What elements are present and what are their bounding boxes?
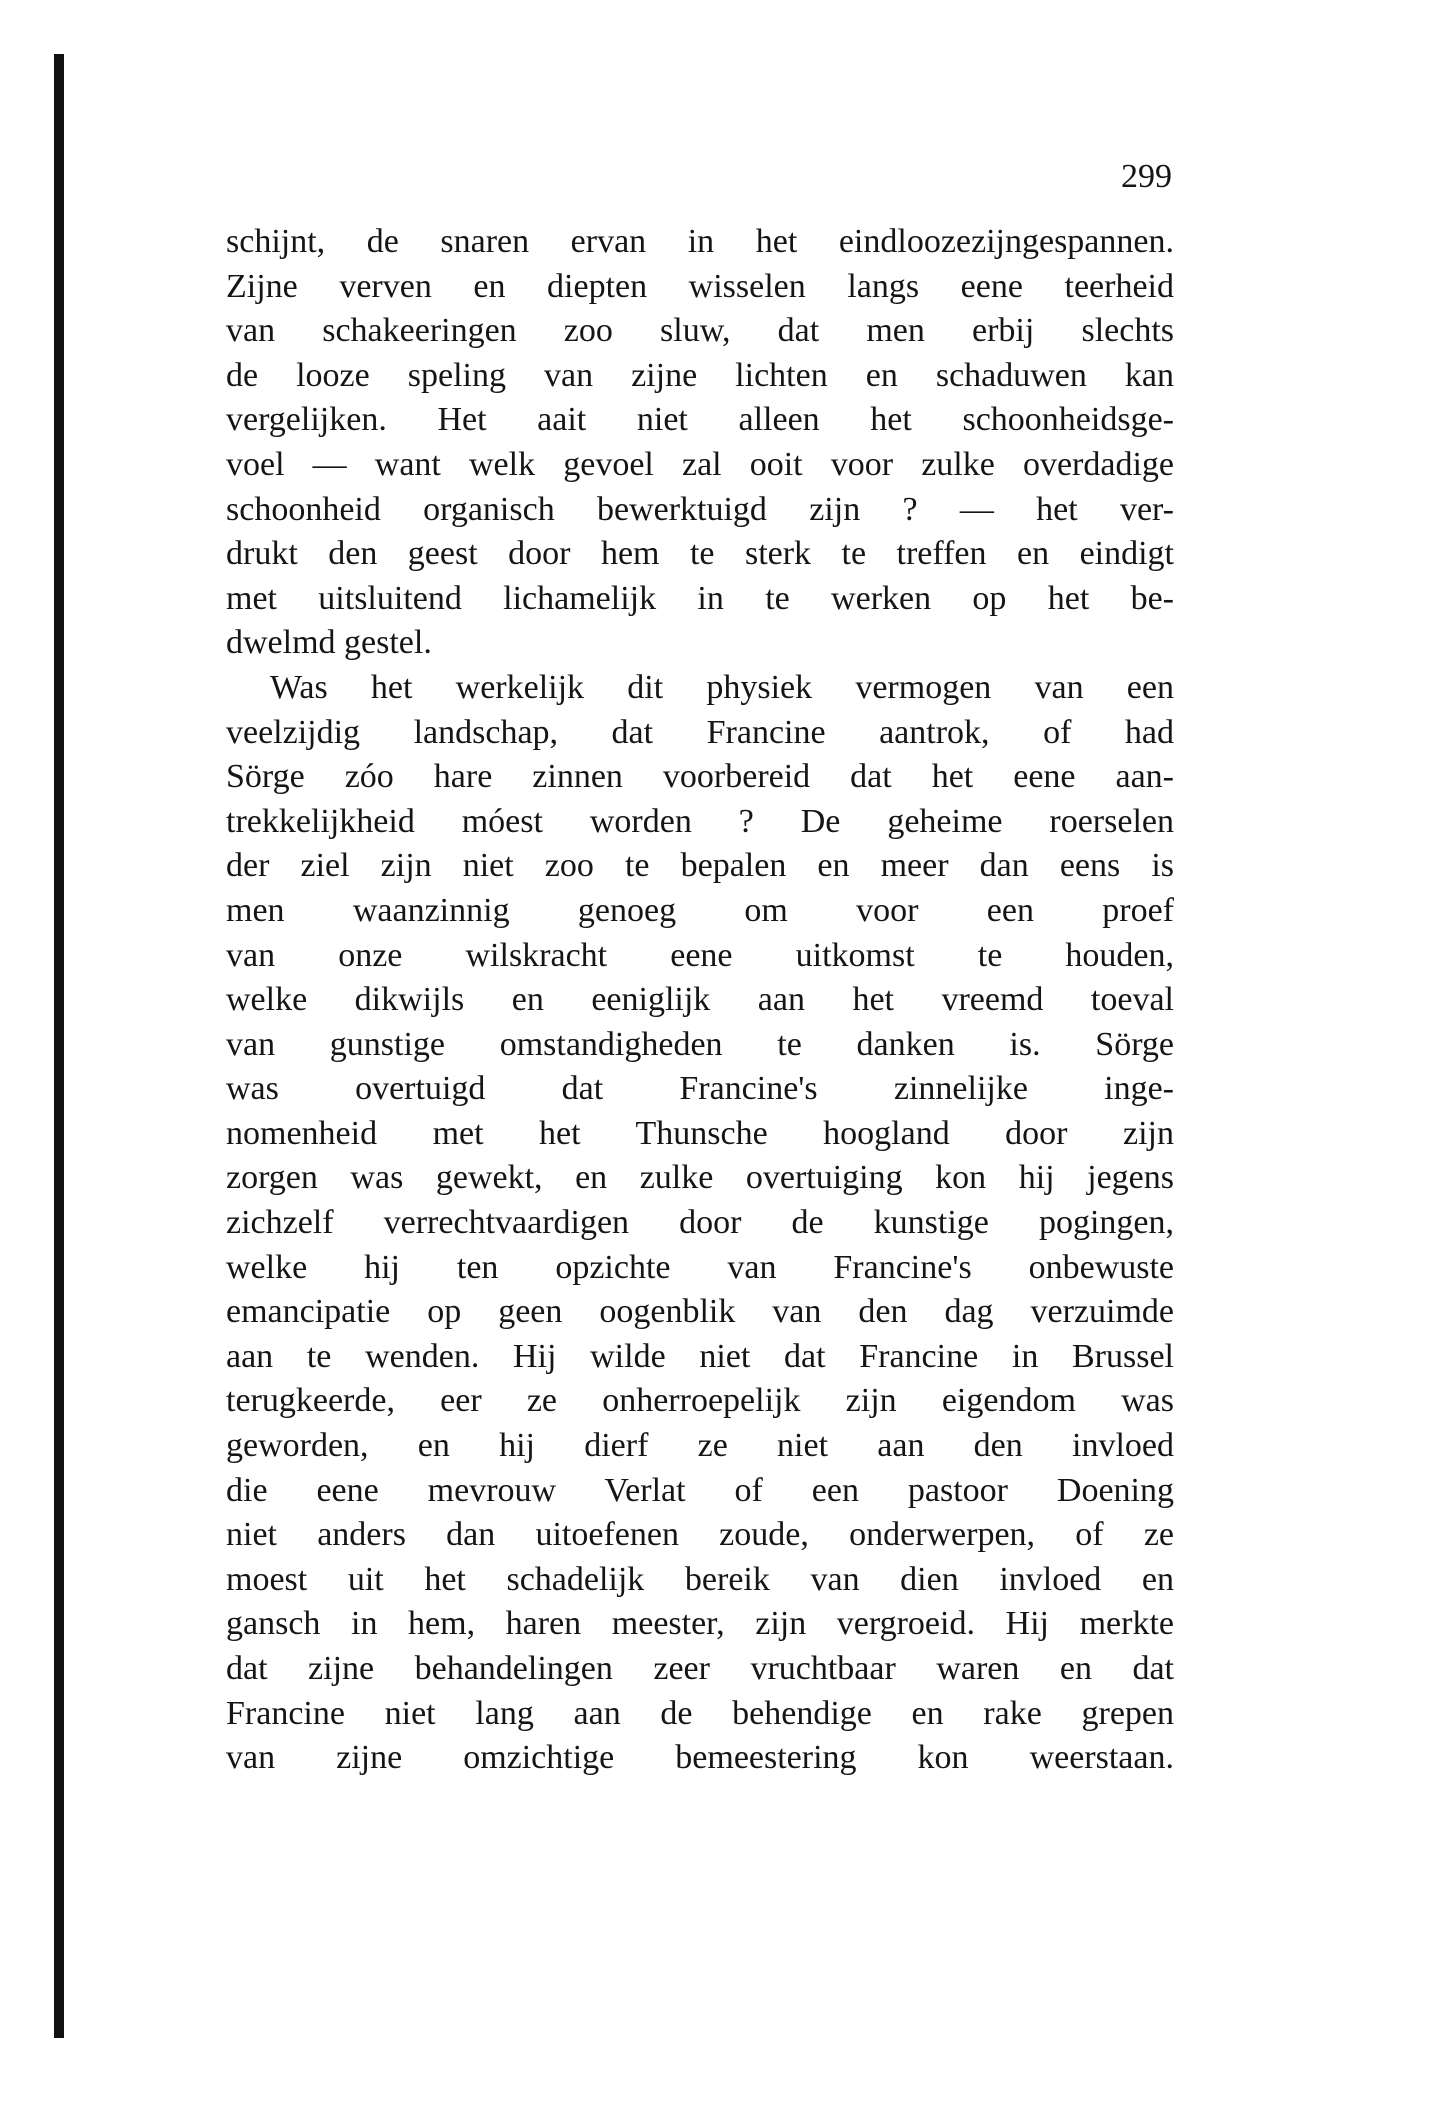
text-line: van schakeeringen zoo sluw, dat men erbij slechts bbox=[226, 312, 1174, 350]
text-line: Francine niet lang aan de behendige en rake grepen bbox=[226, 1694, 1174, 1732]
text-line: trekkelijkheid móest worden ? De geheime roerselen bbox=[226, 802, 1174, 840]
text-line: gansch in hem, haren meester, zijn vergroeid. Hij merkte bbox=[226, 1605, 1174, 1643]
text-line: geworden, en hij dierf ze niet aan den invloed bbox=[226, 1427, 1174, 1465]
text-line: zichzelf verrechtvaardigen door de kunstige pogingen, bbox=[226, 1204, 1174, 1242]
text-line: dat zijne behandelingen zeer vruchtbaar waren en dat bbox=[226, 1650, 1174, 1687]
text-line: Zijne verven en diepten wisselen langs eene teerheid bbox=[226, 267, 1174, 305]
paragraph bbox=[226, 220, 1174, 666]
text-line: vergelijken. Het aait niet alleen het schoonheidsge- bbox=[226, 401, 1174, 439]
text-line: de looze speling van zijne lichten en schaduwen kan bbox=[226, 356, 1174, 394]
text-line: moest uit het schadelijk bereik van dien invloed en bbox=[226, 1560, 1174, 1598]
body-text bbox=[226, 220, 1174, 1781]
text-line: dwelmd gestel. bbox=[226, 624, 432, 662]
text-line: terugkeerde, eer ze onherroepelijk zijn eigendom was bbox=[226, 1382, 1174, 1420]
text-line: voel — want welk gevoel zal ooit voor zulke overdadige bbox=[226, 445, 1174, 483]
binding-edge-shadow bbox=[54, 54, 64, 2038]
text-line: nomenheid met het Thunsche hoogland door zijn bbox=[226, 1114, 1174, 1152]
text-line: Sörge zóo hare zinnen voorbereid dat het eene aan- bbox=[226, 758, 1174, 796]
text-line: zorgen was gewekt, en zulke overtuiging kon hij jegens bbox=[226, 1159, 1174, 1197]
paragraph bbox=[226, 666, 1174, 1781]
text-line: van zijne omzichtige bemeestering kon weerstaan. bbox=[226, 1739, 1174, 1777]
text-line: drukt den geest door hem te sterk te treffen en eindigt bbox=[226, 535, 1174, 573]
text-line: emancipatie op geen oogenblik van den dag verzuimde bbox=[226, 1293, 1174, 1331]
text-line: welke dikwijls en eeniglijk aan het vreemd toeval bbox=[226, 981, 1174, 1019]
text-line: Was het werkelijk dit physiek vermogen van een bbox=[270, 668, 1174, 706]
text-line: der ziel zijn niet zoo te bepalen en meer dan eens is bbox=[226, 847, 1174, 885]
text-line: met uitsluitend lichamelijk in te werken op het be- bbox=[226, 579, 1174, 617]
text-line: die eene mevrouw Verlat of een pastoor Doening bbox=[226, 1471, 1174, 1509]
text-line: men waanzinnig genoeg om voor een proef bbox=[226, 891, 1174, 929]
text-line: schoonheid organisch bewerktuigd zijn ? — het ver- bbox=[226, 490, 1174, 528]
text-line: aan te wenden. Hij wilde niet dat Francine in Brussel bbox=[226, 1337, 1174, 1375]
text-line: niet anders dan uitoefenen zoude, onderwerpen, of ze bbox=[226, 1516, 1174, 1554]
text-line: schijnt, de snaren ervan in het eindloozezijngespannen. bbox=[226, 223, 1174, 260]
text-line: was overtuigd dat Francine's zinnelijke inge- bbox=[226, 1070, 1174, 1108]
text-line: van gunstige omstandigheden te danken is. Sörge bbox=[226, 1025, 1174, 1063]
text-line: van onze wilskracht eene uitkomst te houden, bbox=[226, 936, 1174, 974]
text-line: veelzijdig landschap, dat Francine aantrok, of had bbox=[226, 713, 1174, 751]
page-number: 299 bbox=[1121, 158, 1172, 195]
text-line: welke hij ten opzichte van Francine's onbewuste bbox=[226, 1248, 1174, 1286]
